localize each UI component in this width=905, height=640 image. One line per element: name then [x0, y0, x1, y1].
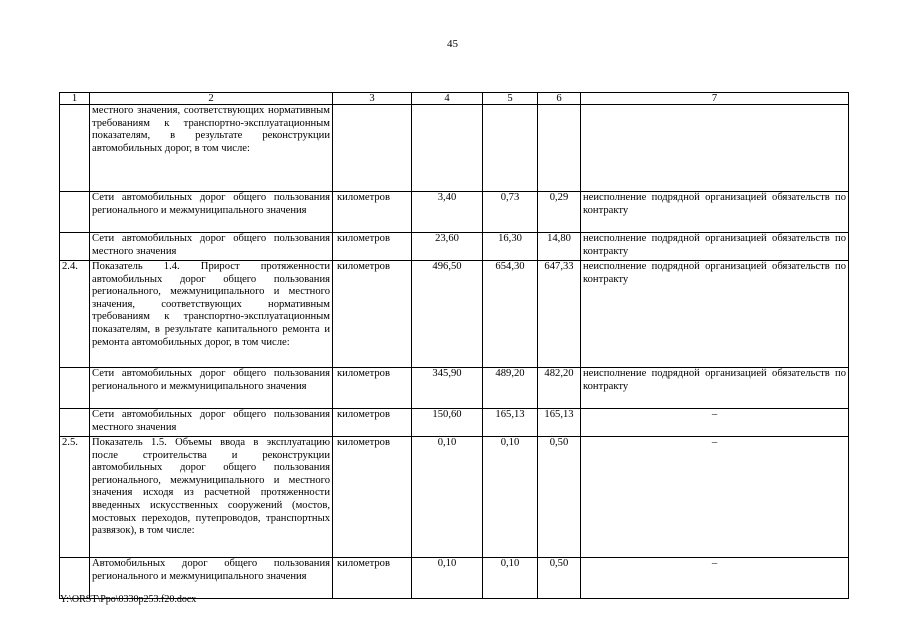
row-number: [60, 192, 90, 233]
value-col5: 16,30: [483, 233, 538, 261]
value-col6: 647,33: [538, 261, 581, 368]
indicator-name: Сети автомобильных дорог общего пользования регионального и межмуниципального значения: [90, 368, 333, 409]
unit: километров: [333, 368, 412, 409]
table-row: [60, 261, 849, 368]
value-col5: 165,13: [483, 409, 538, 437]
header-cell: 5: [483, 93, 538, 105]
value-plan: 345,90: [412, 368, 483, 409]
page-number: 45: [447, 38, 458, 50]
indicator-name: Сети автомобильных дорог общего пользования местного значения: [90, 409, 333, 437]
header-cell: 7: [581, 93, 849, 105]
value-col5: 0,73: [483, 192, 538, 233]
row-number: [60, 558, 90, 599]
table-row: [60, 233, 849, 261]
unit: [333, 105, 412, 192]
value-col6: [538, 105, 581, 192]
indicator-name: Сети автомобильных дорог общего пользования местного значения: [90, 233, 333, 261]
value-plan: 0,10: [412, 437, 483, 558]
value-col6: 0,50: [538, 437, 581, 558]
table-row: [60, 105, 849, 192]
value-col6: 165,13: [538, 409, 581, 437]
value-plan: 23,60: [412, 233, 483, 261]
unit: километров: [333, 558, 412, 599]
value-plan: 0,10: [412, 558, 483, 599]
value-plan: 496,50: [412, 261, 483, 368]
table-row: [60, 192, 849, 233]
row-number: [60, 105, 90, 192]
value-col6: 0,29: [538, 192, 581, 233]
header-cell: 3: [333, 93, 412, 105]
reason: –: [581, 409, 849, 437]
reason: неисполнение подрядной организацией обязательств по контракту: [581, 368, 849, 409]
reason: неисполнение подрядной организацией обязательств по контракту: [581, 261, 849, 368]
reason: –: [581, 558, 849, 599]
value-col5: 0,10: [483, 437, 538, 558]
reason: –: [581, 437, 849, 558]
unit: километров: [333, 261, 412, 368]
table-row: [60, 368, 849, 409]
reason: [581, 105, 849, 192]
value-col5: 0,10: [483, 558, 538, 599]
unit: километров: [333, 233, 412, 261]
value-col6: 14,80: [538, 233, 581, 261]
row-number: [60, 368, 90, 409]
header-cell: 6: [538, 93, 581, 105]
unit: километров: [333, 409, 412, 437]
indicator-name: Автомобильных дорог общего пользования регионального и межмуниципального значения: [90, 558, 333, 599]
value-col5: 489,20: [483, 368, 538, 409]
indicator-name: местного значения, соответствующих нормативным требованиям к транспортно-эксплуатационным показателям, в результате реконструкции автомобильных дорог, в том числе:: [90, 105, 333, 192]
value-col6: 0,50: [538, 558, 581, 599]
reason: неисполнение подрядной организацией обязательств по контракту: [581, 233, 849, 261]
value-plan: 3,40: [412, 192, 483, 233]
value-col5: 654,30: [483, 261, 538, 368]
header-cell: 1: [60, 93, 90, 105]
value-plan: 150,60: [412, 409, 483, 437]
indicator-name: Сети автомобильных дорог общего пользования регионального и межмуниципального значения: [90, 192, 333, 233]
indicator-table: [59, 92, 849, 599]
header-cell: 4: [412, 93, 483, 105]
header-cell: 2: [90, 93, 333, 105]
row-number: 2.5.: [60, 437, 90, 558]
value-col6: 482,20: [538, 368, 581, 409]
indicator-name: Показатель 1.4. Прирост протяженности автомобильных дорог общего пользования регионального, межмуниципального и местного значения, соответствующих нормативным требованиям к транспортно-эксплуатационным показателям, в результате капитального ремонта и ремонта автомобильных дорог, в том числе:: [90, 261, 333, 368]
indicator-name: Показатель 1.5. Объемы ввода в эксплуатацию после строительства и реконструкции автомобильных дорог общего пользования регионального, межмуниципального и местного значения исходя из расчетной протяженности введенных искусственных сооружений (мостов, мостовых переходов, путепроводов, транспортных развязок), в том числе:: [90, 437, 333, 558]
file-path-footer: Y:\ORST\Ppo\0330p253.f20.docx: [60, 594, 197, 605]
row-number: [60, 233, 90, 261]
value-col5: [483, 105, 538, 192]
row-number: [60, 409, 90, 437]
table-row: [60, 558, 849, 599]
unit: километров: [333, 192, 412, 233]
table-row: [60, 437, 849, 558]
row-number: 2.4.: [60, 261, 90, 368]
reason: неисполнение подрядной организацией обязательств по контракту: [581, 192, 849, 233]
unit: километров: [333, 437, 412, 558]
table-header-row: [60, 93, 849, 105]
table-row: [60, 409, 849, 437]
value-plan: [412, 105, 483, 192]
